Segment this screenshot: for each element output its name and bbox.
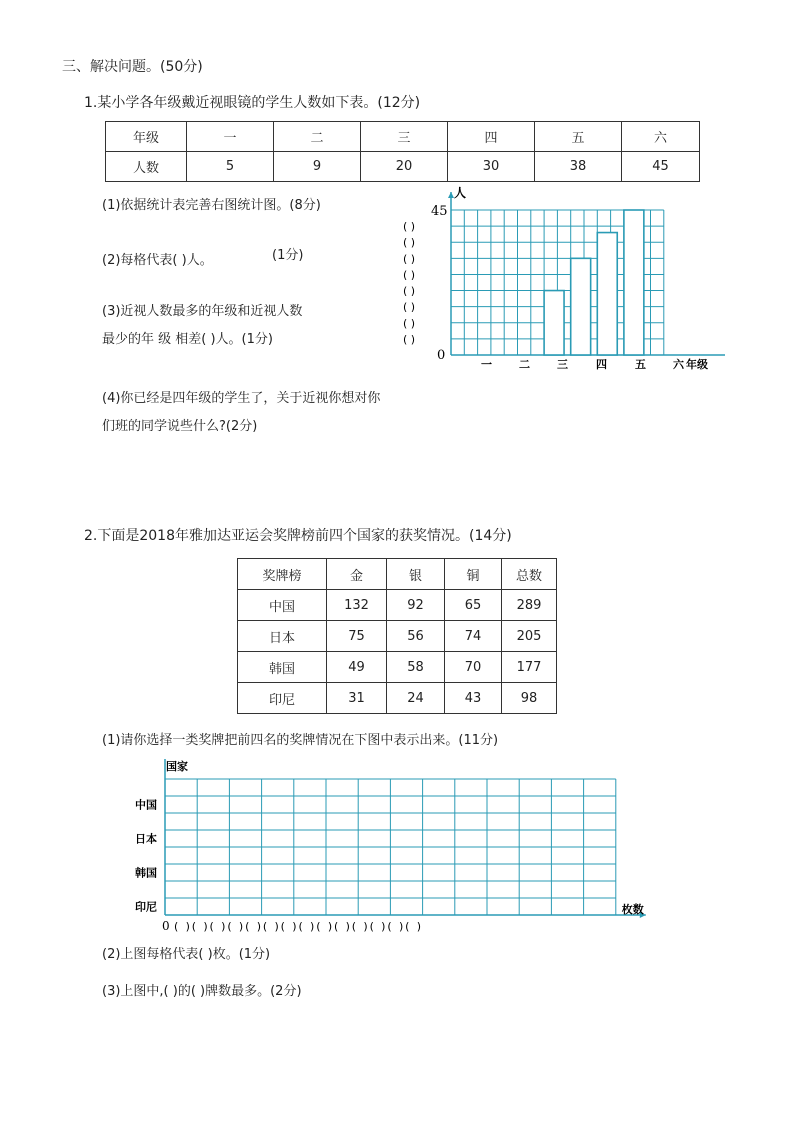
x-axis-label: 枚数: [621, 903, 644, 916]
y-top-label: 45: [431, 204, 448, 219]
table-cell: 五: [535, 122, 622, 152]
table-cell: 49: [327, 652, 387, 683]
table-cell: 四: [448, 122, 535, 152]
q2-sub1: (1)请你选择一类奖牌把前四名的奖牌情况在下图中表示出来。(11分): [102, 733, 499, 748]
origin-label: 0: [437, 348, 446, 363]
q1-sub3-line2: 最少的年 级 相差( )人。(1分): [102, 332, 273, 347]
x-tick-label: 五: [635, 358, 646, 371]
country-label: 日本: [135, 832, 157, 846]
table-cell: 70: [445, 652, 502, 683]
y-axis-label: 人: [454, 186, 467, 200]
table-cell: 二: [274, 122, 361, 152]
table-cell: 56: [387, 621, 445, 652]
bar: [624, 210, 644, 355]
x-axis-label: 年级: [686, 358, 708, 371]
x-tick-label: 三: [557, 358, 568, 371]
table-row: [238, 590, 557, 621]
x-tick-label: 四: [596, 358, 607, 371]
table-cell: 5: [187, 152, 274, 182]
origin-label: 0: [162, 919, 170, 933]
y-blank-label: ( ): [403, 236, 416, 250]
table-row: [106, 122, 700, 152]
country-label: 中国: [135, 798, 157, 812]
y-blank-label: ( ): [403, 252, 416, 266]
table-row: [238, 559, 557, 590]
q1-sub3-line1: (3)近视人数最多的年级和近视人数: [102, 304, 303, 319]
medal-bar-chart: [125, 755, 655, 940]
table-cell: 9: [274, 152, 361, 182]
medal-table: [237, 558, 557, 714]
bar: [571, 258, 591, 355]
table-cell: 289: [502, 590, 557, 621]
x-blank-labels: ( )( )( )( )( )( )( )( )( )( )( )( )( )( ): [174, 920, 423, 933]
x-tick-label: 一: [481, 358, 492, 371]
question-1-title: 1.某小学各年级戴近视眼镜的学生人数如下表。(12分): [84, 95, 421, 111]
y-blank-label: ( ): [403, 316, 416, 330]
table-cell: 38: [535, 152, 622, 182]
q1-sub2: (2)每格代表( )人。: [102, 253, 213, 268]
y-blank-label: ( ): [403, 332, 416, 346]
table-cell: 45: [622, 152, 700, 182]
y-blank-label: ( ): [403, 220, 416, 234]
bar: [544, 291, 564, 355]
table-cell: 30: [448, 152, 535, 182]
country-label: 韩国: [135, 866, 157, 880]
table-cell: 六: [622, 122, 700, 152]
table-header: 奖牌榜: [238, 559, 327, 590]
q2-sub3: (3)上图中,( )的( )牌数最多。(2分): [102, 984, 302, 999]
table-header: 总数: [502, 559, 557, 590]
table-row-header: 年级: [106, 122, 187, 152]
q2-sub2: (2)上图每格代表( )枚。(1分): [102, 947, 271, 962]
table-cell: 43: [445, 683, 502, 714]
y-axis-label: 国家: [166, 760, 188, 773]
section-title: 三、解决问题。(50分): [62, 59, 203, 75]
y-blank-label: ( ): [403, 268, 416, 282]
table-cell: 31: [327, 683, 387, 714]
table-cell: 韩国: [238, 652, 327, 683]
question-2-title: 2.下面是2018年雅加达亚运会奖牌榜前四个国家的获奖情况。(14分): [84, 528, 512, 544]
table-cell: 177: [502, 652, 557, 683]
table-cell: 印尼: [238, 683, 327, 714]
y-blank-label: ( ): [403, 284, 416, 298]
table-cell: 74: [445, 621, 502, 652]
table-cell: 65: [445, 590, 502, 621]
y-blank-label: ( ): [403, 300, 416, 314]
q1-sub4-line2: 们班的同学说些什么?(2分): [102, 419, 258, 434]
table-row: [238, 621, 557, 652]
table-cell: 58: [387, 652, 445, 683]
table-cell: 205: [502, 621, 557, 652]
x-tick-label: 二: [519, 358, 530, 371]
q1-sub1: (1)依据统计表完善右图统计图。(8分): [102, 198, 321, 213]
table-row: [238, 652, 557, 683]
table-cell: 92: [387, 590, 445, 621]
table-header: 金: [327, 559, 387, 590]
bar: [597, 233, 617, 355]
table-cell: 132: [327, 590, 387, 621]
table-cell: 75: [327, 621, 387, 652]
q1-sub4-line1: (4)你已经是四年级的学生了，关于近视你想对你: [102, 391, 381, 406]
table-header: 银: [387, 559, 445, 590]
table-cell: 日本: [238, 621, 327, 652]
table-cell: 中国: [238, 590, 327, 621]
table-cell: 98: [502, 683, 557, 714]
table-cell: 20: [361, 152, 448, 182]
table-header: 铜: [445, 559, 502, 590]
table-row: [238, 683, 557, 714]
table-row-header: 人数: [106, 152, 187, 182]
table-cell: 24: [387, 683, 445, 714]
table-cell: 一: [187, 122, 274, 152]
q1-sub2-score: (1分): [272, 248, 304, 263]
table-cell: 三: [361, 122, 448, 152]
table-row: [106, 152, 700, 182]
country-label: 印尼: [135, 900, 157, 914]
grade-myopia-table: [105, 121, 700, 182]
grade-bar-chart: [395, 185, 725, 375]
x-tick-label: 六: [673, 358, 684, 371]
